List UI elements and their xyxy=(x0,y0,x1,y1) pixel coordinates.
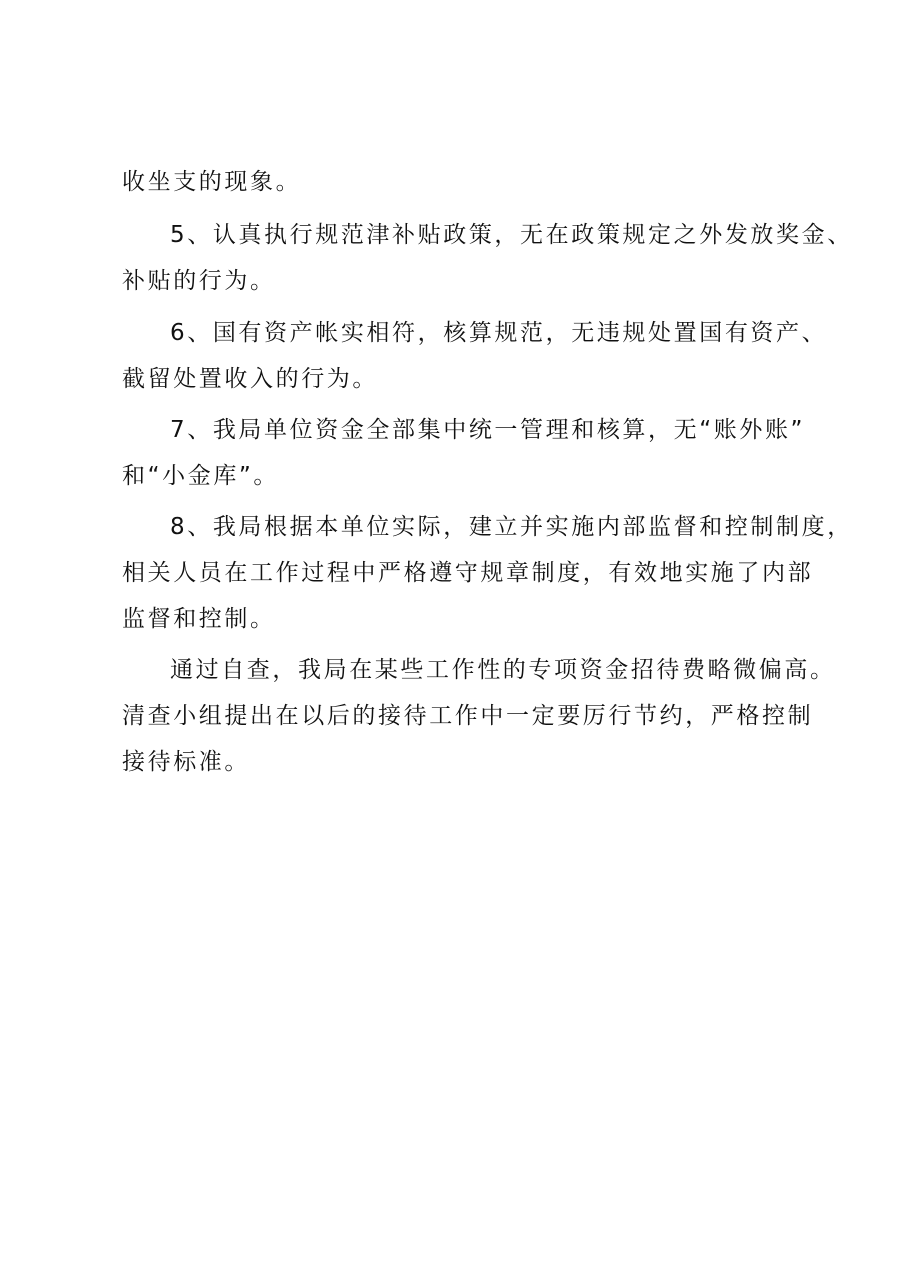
text-line: 接待标准。 xyxy=(122,749,250,775)
text-line: 监督和控制。 xyxy=(122,606,276,632)
text-line: 5、认真执行规范津补贴政策，无在政策规定之外发放奖金、 xyxy=(170,222,853,248)
text-line: 6、国有资产帐实相符，核算规范，无违规处置国有资产、 xyxy=(170,320,828,346)
text-line: 7、我局单位资金全部集中统一管理和核算，无“账外账” xyxy=(170,417,806,443)
text-line: 补贴的行为。 xyxy=(122,268,276,294)
text-line: 相关人员在工作过程中严格遵守规章制度，有效地实施了内部 xyxy=(122,560,814,586)
text-line: 收坐支的现象。 xyxy=(122,169,302,195)
text-line: 截留处置收入的行为。 xyxy=(122,366,378,392)
text-line: 清查小组提出在以后的接待工作中一定要厉行节约，严格控制 xyxy=(122,703,814,729)
text-line: 通过自查，我局在某些工作性的专项资金招待费略微偏高。 xyxy=(170,657,836,683)
text-line: 8、我局根据本单位实际，建立并实施内部监督和控制制度， xyxy=(170,514,853,540)
text-line: 和“小金库”。 xyxy=(122,463,280,489)
